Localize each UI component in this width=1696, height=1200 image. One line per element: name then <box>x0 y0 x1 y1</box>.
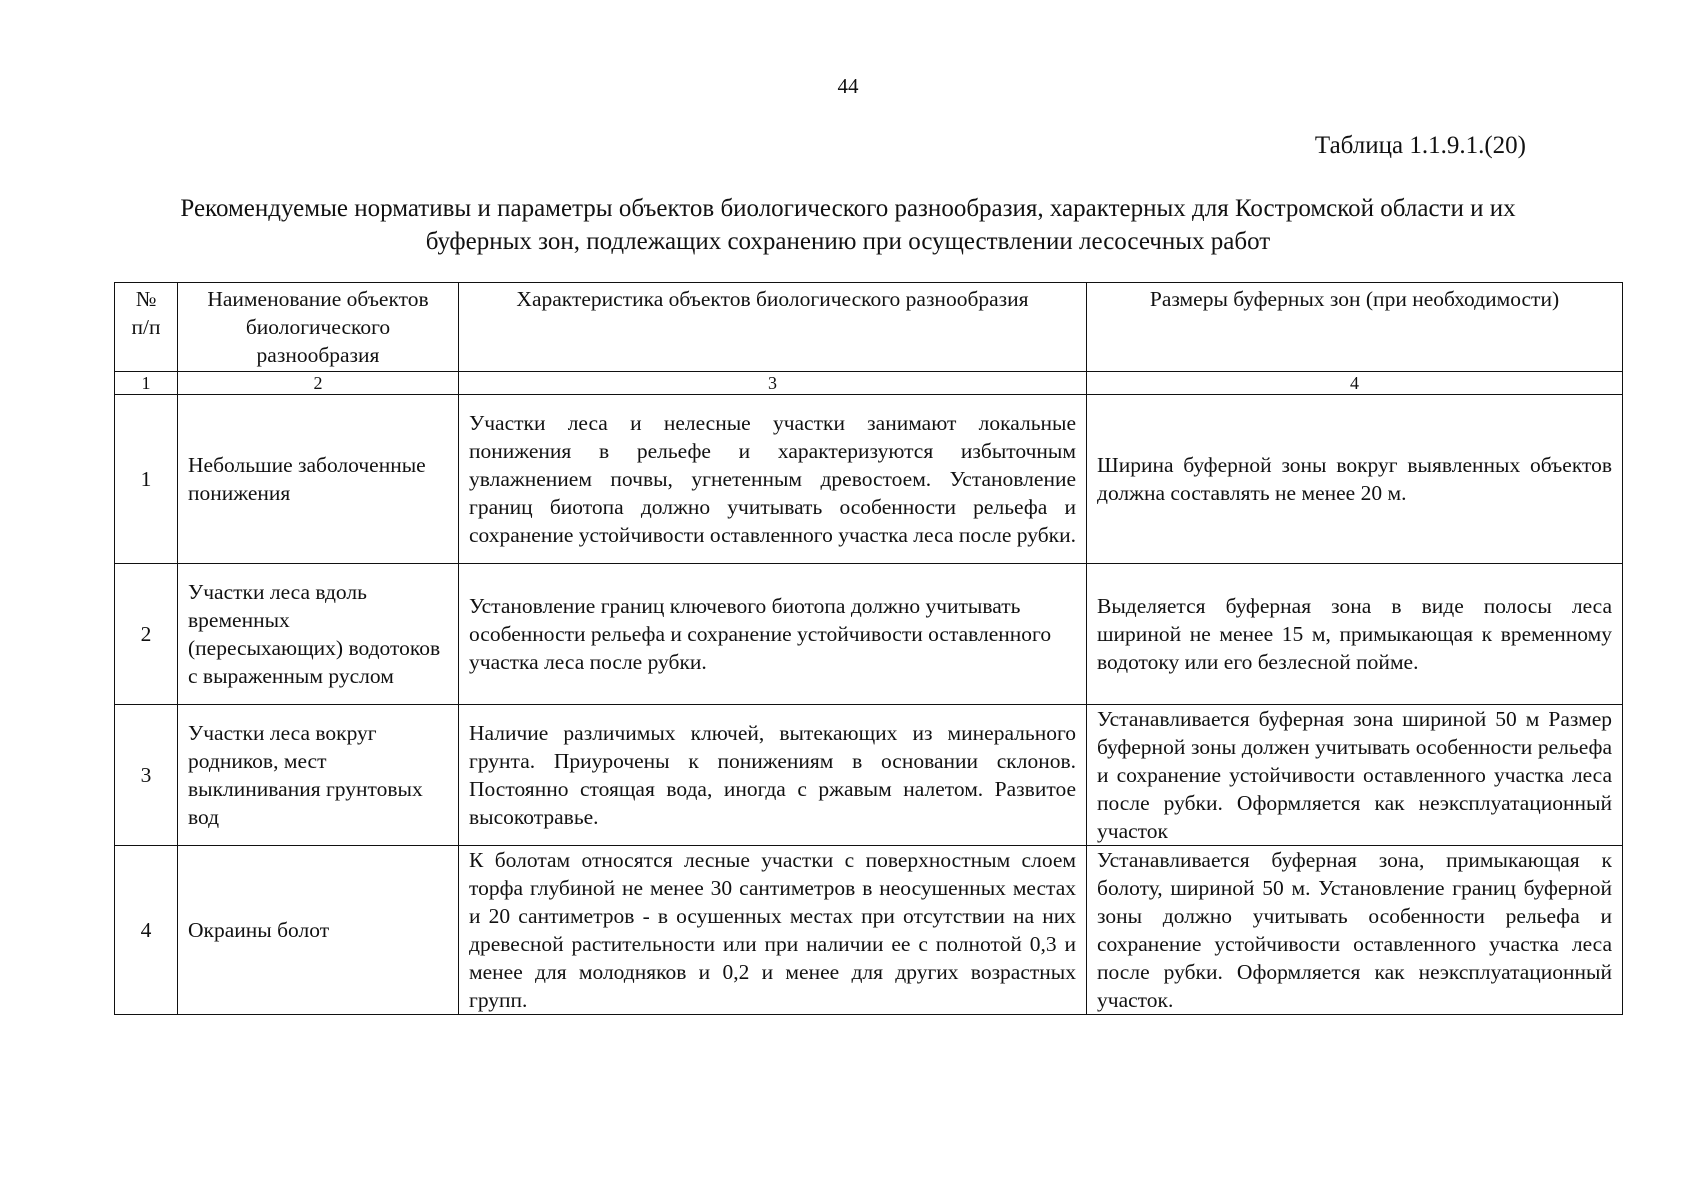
table-title: Рекомендуемые нормативы и параметры объектов биологического разнообразия, характерных для Костромской области и их буферных зон, подлежащих сохранению при осуществлении лесосечных работ <box>180 195 1516 255</box>
header-number: № п/п <box>115 283 178 372</box>
row-number: 2 <box>115 564 178 705</box>
table-row <box>115 705 1623 846</box>
header-buffer-size: Размеры буферных зон (при необходимости) <box>1087 283 1623 372</box>
page-number: 44 <box>837 74 859 98</box>
buffer-zone-size: Устанавливается буферная зона, примыкающая к болоту, шириной 50 м. Установление границ буферной зоны должно учитывать особенности рельефа и сохранение устойчивости оставленного участка леса после рубки. Оформляется как неэксплуатационный участок. <box>1087 846 1623 1015</box>
buffer-zone-size: Ширина буферной зоны вокруг выявленных объектов должна составлять не менее 20 м. <box>1087 395 1623 564</box>
column-number: 2 <box>178 372 459 395</box>
row-number: 1 <box>115 395 178 564</box>
table-row <box>115 846 1623 1015</box>
object-characteristic: Участки леса и нелесные участки занимают локальные понижения в рельефе и характеризуются избыточным увлажнением почвы, угнетенным древостоем. Установление границ биотопа должно учитывать особенности рельефа и сохранение устойчивости оставленного участка леса после рубки. <box>459 395 1087 564</box>
table-header-row <box>115 283 1623 372</box>
row-number: 3 <box>115 705 178 846</box>
header-object-name: Наименование объектов биологического разнообразия <box>178 283 459 372</box>
biodiversity-table <box>114 282 1623 1015</box>
object-name: Участки леса вокруг родников, мест выклинивания грунтовых вод <box>178 705 459 846</box>
table-caption: Таблица 1.1.9.1.(20) <box>1314 132 1526 159</box>
object-characteristic: Наличие различимых ключей, вытекающих из минерального грунта. Приурочены к понижениям в основании склонов. Постоянно стоящая вода, иногда с ржавым налетом. Развитое высокотравье. <box>459 705 1087 846</box>
column-number: 3 <box>459 372 1087 395</box>
column-number: 4 <box>1087 372 1623 395</box>
column-number-row <box>115 372 1623 395</box>
row-number: 4 <box>115 846 178 1015</box>
buffer-zone-size: Устанавливается буферная зона шириной 50 м Размер буферной зоны должен учитывать особенности рельефа и сохранение устойчивости оставленного участка леса после рубки. Оформляется как неэксплуатационный участок <box>1087 705 1623 846</box>
table-row <box>115 564 1623 705</box>
column-number: 1 <box>115 372 178 395</box>
buffer-zone-size: Выделяется буферная зона в виде полосы леса шириной не менее 15 м, примыкающая к временному водотоку или его безлесной пойме. <box>1087 564 1623 705</box>
object-characteristic: Установление границ ключевого биотопа должно учитывать особенности рельефа и сохранение устойчивости оставленного участка леса после рубки. <box>459 564 1087 705</box>
object-characteristic: К болотам относятся лесные участки с поверхностным слоем торфа глубиной не менее 30 сантиметров в неосушенных местах и 20 сантиметров - в осушенных местах при отсутствии на них древесной растительности или при наличии ее с полнотой 0,3 и менее для молодняков и 0,2 и менее для других возрастных групп. <box>459 846 1087 1015</box>
object-name: Участки леса вдоль временных (пересыхающих) водотоков с выраженным руслом <box>178 564 459 705</box>
table-row <box>115 395 1623 564</box>
object-name: Небольшие заболоченные понижения <box>178 395 459 564</box>
header-characteristic: Характеристика объектов биологического разнообразия <box>459 283 1087 372</box>
object-name: Окраины болот <box>178 846 459 1015</box>
